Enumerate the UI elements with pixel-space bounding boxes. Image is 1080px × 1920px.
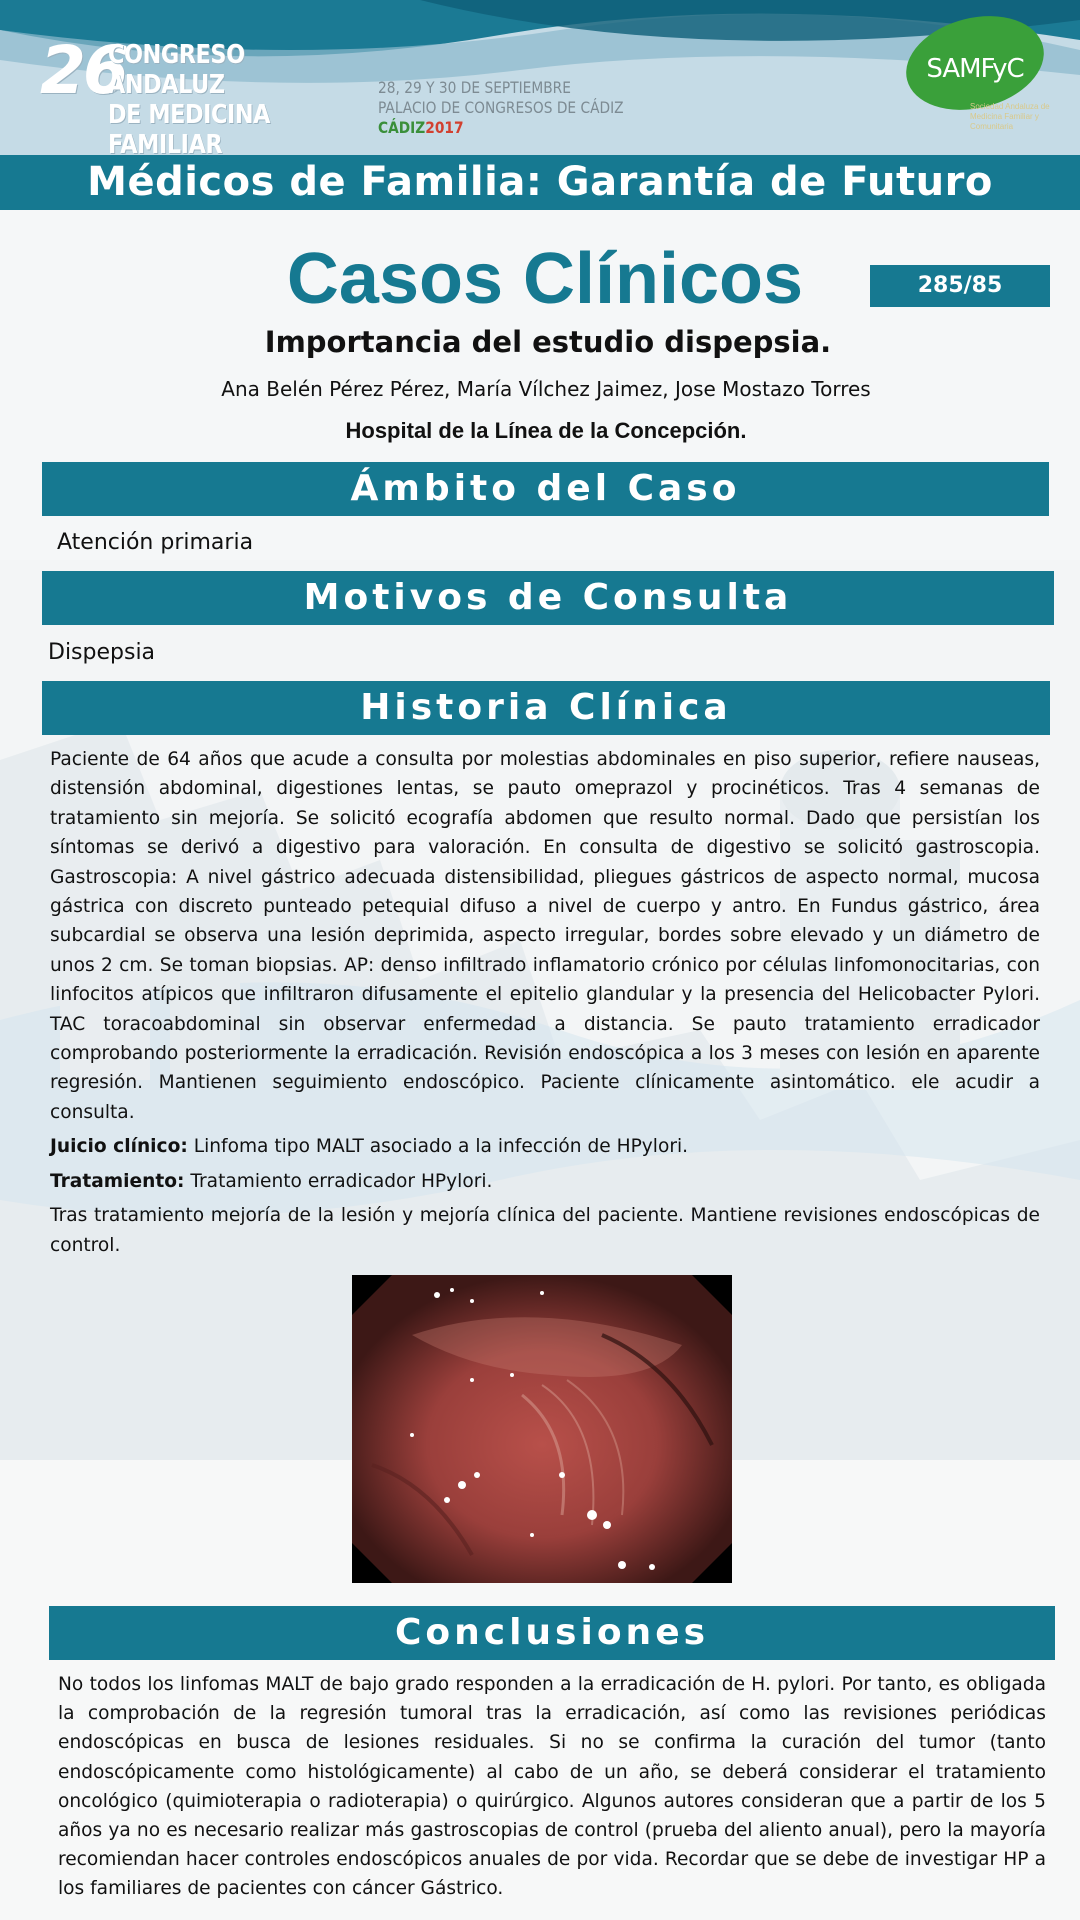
congress-name — [108, 40, 332, 155]
endoscopy-photo — [352, 1275, 732, 1583]
hospital: Hospital de la Línea de la Concepción. — [345, 418, 747, 443]
section-heading-ambito: Ámbito del Caso — [42, 462, 1049, 516]
samfyc-logo-subtitle: Sociedad Andaluza de Medicina Familiar y Comunitaria — [970, 102, 1050, 131]
case-number-badge: 285/85 — [870, 265, 1050, 307]
tratamiento-text: Tratamiento erradicador HPylori. — [184, 1170, 493, 1192]
congress-name-line: DE MEDICINA FAMILIAR — [108, 100, 271, 155]
ambito-text: Atención primaria — [57, 530, 254, 555]
tratamiento — [50, 1167, 1040, 1196]
congress-dates — [378, 78, 624, 138]
historia-body — [50, 745, 1040, 1265]
section-heading-conclusiones: Conclusiones — [49, 1606, 1055, 1660]
evolucion-text: Tras tratamiento mejoría de la lesión y mejoría clínica del paciente. Mantiene revisiones endoscópicas de control. — [50, 1205, 1040, 1256]
juicio-clinico — [50, 1132, 1040, 1161]
authors: Ana Belén Pérez Pérez, María Vílchez Jaimez, Jose Mostazo Torres — [221, 377, 871, 401]
venue-line: PALACIO DE CONGRESOS DE CÁDIZ — [378, 98, 624, 117]
juicio-text: Linfoma tipo MALT asociado a la infección de HPylori. — [187, 1136, 689, 1158]
section-heading-motivos: Motivos de Consulta — [42, 571, 1054, 625]
page-title: Casos Clínicos — [286, 239, 804, 319]
city-name: CÁDIZ — [378, 118, 426, 137]
tratamiento-label: Tratamiento: — [50, 1170, 185, 1192]
city-year — [378, 118, 624, 138]
section-heading-historia: Historia Clínica — [42, 681, 1050, 735]
juicio-label: Juicio clínico: — [50, 1136, 188, 1158]
tagline: Médicos de Familia: Garantía de Futuro — [87, 159, 993, 205]
congress-header — [0, 0, 1080, 155]
historia-paragraph: Paciente de 64 años que acude a consulta por molestias abdominales en piso superior, refiere nauseas, distensión abdominal, digestiones lentas, se pauto omeprazol y procinéticos. Tras 4 semanas de tratamiento sin mejoría. Se solicitó ecografía abdomen que resulto normal. Dado que persistían los síntomas se derivó a digestivo para valoración. En consulta de digestivo se solicitó gastroscopia. Gastroscopia: A nivel gástrico adecuada distensibilidad, pliegues gástricos de aspecto normal, mucosa gástrica con discreto punteado petequial difuso a nivel de cuerpo y antro. En Fundus gástrico, área subcardial se observa una lesión deprimida, aspecto irregular, bordes sobre elevado y un diámetro de unos 2 cm. Se toman biopsias. AP: denso infiltrado inflamatorio crónico por células linfomonocitarias, con linfocitos atípicos que infiltraron difusamente el epitelio glandular y la presencia del Helicobacter Pylori. TAC toracoabdominal sin observar enfermedad a distancia. Se pauto tratamiento erradicador comprobando posteriormente la erradicación. Revisión endoscópica a los 3 meses con lesión en aparente regresión. Mantienen seguimiento endoscópico. Paciente clínicamente asintomático. ele acudir a consulta. — [50, 749, 1040, 1123]
congress-year: 2017 — [425, 118, 464, 137]
motivos-text: Dispepsia — [48, 640, 156, 665]
dates-line: 28, 29 Y 30 DE SEPTIEMBRE — [378, 78, 571, 97]
endoscopy-image-drawing — [352, 1275, 732, 1583]
congress-name-line: CONGRESO ANDALUZ — [108, 40, 245, 100]
tagline-bar — [0, 155, 1080, 210]
samfyc-logo-text: SAMFyC — [926, 54, 1024, 84]
conclusiones-text: No todos los linfomas MALT de bajo grado responden a la erradicación de H. pylori. Por tanto, es obligada la comprobación de la regresión tumoral tras la erradicación, así como las revisiones periódicas endoscópicas en busca de lesiones residuales. Si no se confirma la curación del tumor (tanto endoscópicamente como histológicamente) al cabo de un año, se deberá considerar el tratamiento oncológico (quimioterapia o radioterapia) o quirúrgico. Algunos autores consideran que a partir de los 5 años ya no es necesario realizar más gastroscopias de control (prueba del aliento anual), pero la mayoría recomiendan hacer controles endoscópicos anuales de por vida. Recordar que se debe de investigar HP a los familiares de pacientes con cáncer Gástrico. — [58, 1674, 1046, 1900]
case-subtitle: Importancia del estudio dispepsia. — [264, 325, 832, 359]
congress-number: 26 — [40, 32, 126, 109]
